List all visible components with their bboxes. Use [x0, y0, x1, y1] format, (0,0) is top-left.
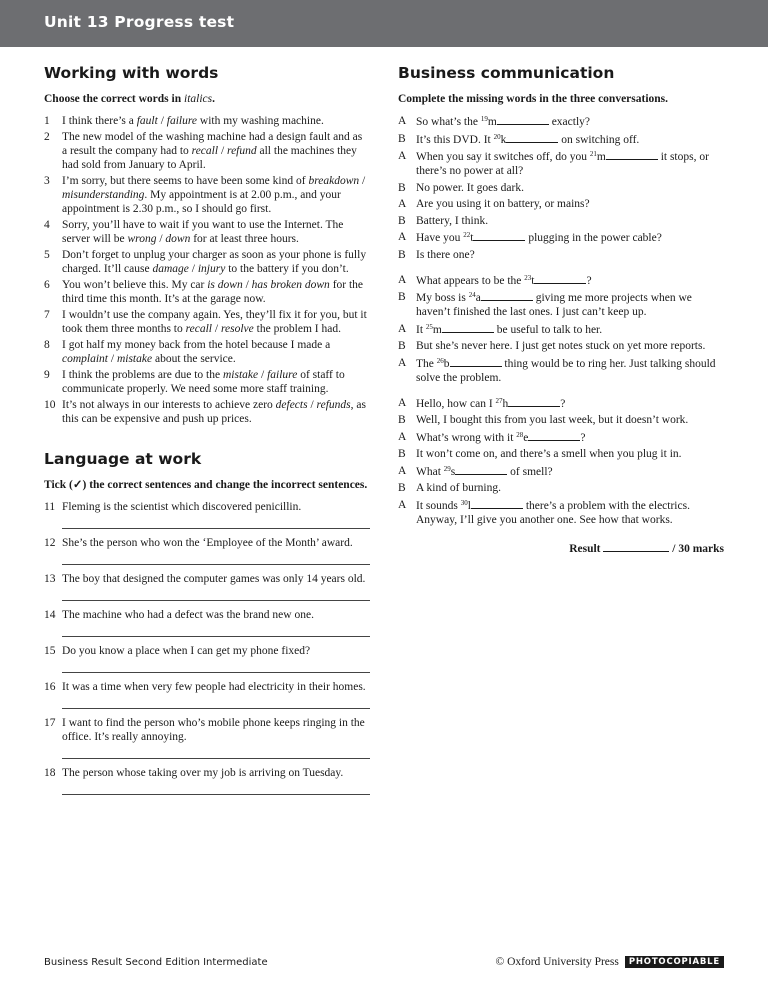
word-option[interactable]: misunderstanding — [62, 189, 145, 201]
speaker-label: A — [398, 150, 407, 162]
gap-number: 21 — [589, 150, 597, 158]
word-option[interactable]: mistake — [116, 353, 153, 365]
answer-line[interactable] — [62, 758, 370, 759]
question-fragment: for the third time this month. It’s at the garage now. — [62, 279, 364, 305]
question-fragment: . My appointment is at 2.00 p.m., and your appointment is 2.30 p.m., so I should go first. — [62, 189, 341, 215]
question-text — [62, 368, 370, 396]
dialogue-fragment: plugging in the power cable? — [525, 232, 662, 244]
question-item — [44, 248, 370, 276]
question-item — [44, 130, 370, 172]
dialogue-line — [398, 356, 724, 385]
answer-line[interactable] — [62, 528, 370, 529]
question-fragment: Sorry, you’ll have to wait if you want to use the Internet. The server will be — [62, 219, 344, 245]
gap-number: 27 — [495, 396, 503, 405]
question-text — [62, 248, 370, 276]
dialogue-line — [398, 149, 724, 178]
question-fragment: / — [108, 353, 117, 365]
sentence-item — [44, 766, 370, 780]
dialogue-line — [398, 132, 724, 147]
gap-number: 30 — [460, 498, 468, 507]
speaker-label: A — [398, 498, 407, 511]
question-number: 3 — [44, 175, 50, 187]
dialogue-text — [416, 447, 724, 461]
gap-blank[interactable] — [442, 322, 494, 333]
result-line — [398, 541, 724, 555]
question-fragment: I wouldn’t use the company again. Yes, they’ll fix it for you, but it took them three months to — [62, 309, 367, 335]
question-item — [44, 368, 370, 396]
word-option[interactable]: refunds — [316, 399, 351, 411]
question-item — [44, 114, 370, 128]
speaker-label: B — [398, 340, 406, 352]
speaker-label: A — [398, 231, 407, 243]
question-fragment: / — [212, 323, 221, 335]
result-blank[interactable] — [603, 541, 669, 552]
dialogue-line — [398, 481, 724, 495]
answer-line[interactable] — [62, 794, 370, 795]
gap-number: 19 — [480, 115, 488, 123]
speaker-label: B — [398, 248, 406, 261]
question-item — [44, 218, 370, 246]
dialogue-fragment: Hello, how can I — [416, 397, 496, 410]
dialogue-line — [398, 339, 724, 353]
question-number: 2 — [44, 131, 50, 143]
question-number: 12 — [44, 537, 56, 549]
word-option[interactable]: complaint — [62, 353, 108, 365]
sentence-item — [44, 572, 370, 586]
gap-first-letter: e — [523, 431, 529, 444]
speaker-label: B — [398, 214, 406, 227]
dialogue-text — [416, 290, 724, 319]
speaker-label: B — [398, 291, 406, 303]
question-fragment: / — [307, 399, 317, 411]
word-option[interactable]: has broken down — [251, 279, 330, 291]
speaker-label: A — [398, 115, 407, 127]
dialogue-text — [416, 114, 724, 129]
dialogue-line — [398, 396, 724, 411]
speaker-label: A — [398, 273, 407, 286]
question-fragment: all the machines they had sold from January to April. — [62, 145, 357, 171]
word-option[interactable]: failure — [267, 369, 298, 381]
question-fragment: / — [242, 279, 252, 291]
question-fragment: I think there’s a — [62, 115, 137, 127]
question-fragment: , as this can be expensive and push up prices. — [62, 399, 366, 425]
question-number: 8 — [44, 339, 50, 351]
sentence-text: The machine who had a defect was the brand new one. — [62, 609, 314, 621]
dialogue-fragment: When you say it switches off, do you — [416, 151, 590, 163]
sentence-text: Fleming is the scientist which discovered penicillin. — [62, 501, 302, 513]
question-number: 18 — [44, 767, 56, 779]
dialogue-line — [398, 498, 724, 527]
dialogue-text — [416, 132, 724, 147]
dialogue-line — [398, 430, 724, 445]
gap-first-letter: m — [596, 151, 606, 163]
gap-blank[interactable] — [534, 273, 586, 284]
working-instruction — [44, 92, 370, 107]
sentence-text: The person whose taking over my job is arriving on Tuesday. — [62, 767, 344, 779]
word-option[interactable]: breakdown — [308, 175, 360, 187]
question-fragment: It’s not always in our interests to achieve zero — [62, 399, 276, 411]
question-text — [62, 174, 370, 216]
sentence-text: It was a time when very few people had electricity in their homes. — [62, 681, 366, 693]
word-option[interactable]: recall — [185, 323, 213, 335]
gap-blank[interactable] — [455, 464, 507, 475]
dialogue-fragment: What’s wrong with it — [416, 431, 517, 444]
dialogue-fragment: It won’t come on, and there’s a smell when you plug it in. — [416, 448, 682, 460]
speaker-label: A — [398, 356, 407, 369]
dialogue-line — [398, 114, 724, 129]
dialogue-text — [416, 430, 724, 445]
dialogue-text — [416, 396, 724, 411]
answer-line[interactable] — [62, 636, 370, 637]
dialogue-fragment: What appears to be the — [416, 274, 525, 287]
dialogue-line — [398, 273, 724, 288]
result-label: Result — [569, 542, 601, 555]
dialogue-text — [416, 339, 724, 353]
dialogue-text — [416, 214, 724, 228]
question-number: 11 — [44, 501, 56, 513]
question-number: 1 — [44, 115, 50, 127]
question-number: 10 — [44, 399, 56, 411]
dialogue-text — [416, 273, 724, 288]
gap-first-letter: m — [432, 323, 442, 336]
dialogue-line — [398, 197, 724, 211]
dialogue-text — [416, 413, 724, 427]
question-fragment: about the service. — [152, 353, 236, 365]
word-option[interactable]: resolve — [220, 323, 254, 335]
sentence-item — [44, 608, 370, 622]
speaker-label: B — [398, 448, 406, 460]
question-item — [44, 308, 370, 336]
instruction-text: Choose the correct words in — [44, 93, 184, 105]
dialogue-text — [416, 149, 724, 178]
dialogue-fragment: It sounds — [416, 499, 461, 512]
word-option[interactable]: wrong — [127, 233, 157, 245]
gap-number: 26 — [436, 356, 444, 365]
dialogue-text — [416, 356, 724, 385]
speaker-label: A — [398, 464, 407, 477]
question-fragment: the problem I had. — [253, 323, 341, 335]
dialogue-fragment: No power. It goes dark. — [416, 181, 524, 194]
conversation — [398, 114, 724, 262]
sentence-text: Do you know a place when I can get my phone fixed? — [62, 645, 311, 657]
gap-blank[interactable] — [471, 498, 523, 509]
dialogue-text — [416, 197, 724, 211]
conversations — [398, 114, 724, 527]
dialogue-fragment: What — [416, 465, 444, 478]
dialogue-line — [398, 214, 724, 228]
dialogue-fragment: on switching off. — [558, 133, 640, 146]
dialogue-fragment: But she’s never here. I just get notes stuck on yet more reports. — [416, 340, 706, 352]
dialogue-text — [416, 230, 724, 245]
question-fragment: / — [359, 175, 366, 187]
gap-first-letter: a — [475, 292, 481, 304]
dialogue-fragment: ? — [580, 431, 586, 444]
gap-number: 23 — [524, 273, 532, 282]
gap-number: 28 — [516, 430, 524, 439]
dialogue-fragment: be useful to talk to her. — [493, 323, 603, 336]
gap-first-letter: l — [467, 499, 471, 512]
question-number: 13 — [44, 573, 56, 585]
question-fragment: I got half my money back from the hotel because I made a — [62, 339, 331, 351]
word-option[interactable]: damage — [152, 263, 189, 275]
question-text — [62, 114, 370, 128]
dialogue-fragment: ? — [586, 274, 592, 287]
dialogue-line — [398, 248, 724, 262]
dialogue-line — [398, 447, 724, 461]
question-fragment: I’m sorry, but there seems to have been some kind of — [62, 175, 309, 187]
dialogue-fragment: The — [416, 357, 437, 370]
page-title: Unit 13 Progress test — [44, 13, 235, 31]
gap-blank[interactable] — [473, 230, 525, 241]
word-option[interactable]: fault — [136, 115, 158, 127]
dialogue-fragment: giving me more projects when we haven’t finished the last ones. I just can’t keep up. — [416, 292, 692, 318]
question-item — [44, 278, 370, 306]
gap-first-letter: s — [450, 465, 456, 478]
instruction-emphasis: italics — [184, 93, 213, 105]
word-option[interactable]: defects — [275, 399, 308, 411]
dialogue-fragment: It’s this DVD. It — [416, 133, 494, 146]
dialogue-fragment: It — [416, 323, 426, 336]
dialogue-text — [416, 464, 724, 479]
header-banner — [0, 0, 768, 47]
dialogue-fragment: So what’s the — [416, 116, 481, 128]
dialogue-text — [416, 498, 724, 527]
dialogue-fragment: exactly? — [548, 116, 590, 128]
sentence-item — [44, 644, 370, 658]
speaker-label: A — [398, 396, 407, 409]
question-text — [62, 398, 370, 426]
question-number: 15 — [44, 645, 56, 657]
question-item — [44, 174, 370, 216]
question-number: 16 — [44, 681, 56, 693]
question-fragment: / — [188, 263, 198, 275]
question-text — [62, 338, 370, 366]
section-heading-working-with-words: Working with words — [44, 64, 219, 82]
gap-number: 22 — [463, 231, 471, 239]
gap-blank[interactable] — [450, 356, 502, 367]
language-instruction: Tick (✓) the correct sentences and change the incorrect sentences. — [44, 479, 368, 491]
word-option[interactable]: failure — [166, 115, 198, 127]
section-heading-business-communication: Business communication — [398, 64, 615, 82]
sentence-item — [44, 716, 370, 744]
question-text — [62, 218, 370, 246]
word-option[interactable]: mistake — [222, 369, 259, 381]
dialogue-line — [398, 290, 724, 319]
answer-line[interactable] — [62, 708, 370, 709]
conversation — [398, 273, 724, 385]
dialogue-line — [398, 230, 724, 245]
question-number: 4 — [44, 219, 50, 231]
question-number: 14 — [44, 609, 56, 621]
dialogue-text — [416, 481, 724, 495]
word-option[interactable]: is down — [207, 279, 243, 291]
dialogue-fragment: of smell? — [507, 465, 553, 478]
conversation — [398, 396, 724, 527]
left-column — [44, 62, 370, 802]
dialogue-fragment: Is there one? — [416, 248, 475, 261]
gap-first-letter: t — [470, 232, 474, 244]
dialogue-fragment: thing would be to ring her. Just talking should solve the problem. — [416, 357, 716, 384]
gap-first-letter: t — [531, 274, 535, 287]
question-fragment: to the battery if you don’t. — [225, 263, 349, 275]
answer-line[interactable] — [62, 672, 370, 673]
language-at-work-list — [44, 500, 370, 795]
gap-first-letter: b — [443, 357, 450, 370]
instruction-suffix: . — [212, 93, 215, 105]
dialogue-line — [398, 413, 724, 427]
gap-blank[interactable] — [508, 396, 560, 407]
question-number: 17 — [44, 717, 56, 729]
word-option[interactable]: refund — [227, 145, 257, 157]
dialogue-fragment: Well, I bought this from you last week, but it doesn’t work. — [416, 414, 689, 426]
gap-first-letter: h — [502, 397, 509, 410]
sentence-text: The boy that designed the computer games was only 14 years old. — [62, 573, 366, 585]
speaker-label: B — [398, 132, 406, 145]
working-with-words-list — [44, 114, 370, 426]
gap-number: 20 — [493, 132, 501, 141]
gap-number: 24 — [468, 291, 476, 299]
dialogue-fragment: Have you — [416, 232, 464, 244]
right-column — [398, 62, 724, 555]
section-heading-language-at-work: Language at work — [44, 450, 202, 468]
gap-blank[interactable] — [506, 132, 558, 143]
business-instruction: Complete the missing words in the three conversations. — [398, 93, 669, 105]
question-text — [62, 308, 370, 336]
dialogue-text — [416, 248, 724, 262]
dialogue-fragment: My boss is — [416, 292, 469, 304]
gap-first-letter: m — [487, 116, 497, 128]
word-option[interactable]: injury — [197, 263, 226, 275]
dialogue-line — [398, 322, 724, 337]
speaker-label: A — [398, 322, 407, 335]
dialogue-line — [398, 464, 724, 479]
question-item — [44, 338, 370, 366]
question-number: 5 — [44, 249, 50, 261]
gap-number: 29 — [443, 464, 451, 473]
gap-first-letter: k — [500, 133, 507, 146]
speaker-label: A — [398, 430, 407, 443]
question-fragment: with my washing machine. — [197, 115, 324, 127]
footer-book-title: Business Result Second Edition Intermediate — [44, 957, 268, 968]
word-option[interactable]: recall — [191, 145, 219, 157]
answer-line[interactable] — [62, 564, 370, 565]
speaker-label: B — [398, 414, 406, 426]
question-fragment: for at least three hours. — [190, 233, 299, 245]
gap-blank[interactable] — [606, 149, 658, 160]
question-number: 6 — [44, 279, 50, 291]
copyright-text: © Oxford University Press — [495, 956, 619, 968]
question-fragment: of staff to communicate properly. We need some more staff training. — [62, 369, 345, 395]
question-item — [44, 398, 370, 426]
question-fragment: Don’t forget to unplug your charger as soon as your phone is fully charged. It’ll cause — [62, 249, 367, 275]
dialogue-fragment: there’s a problem with the electrics. Anyway, I’ll give you another one. See how that works. — [416, 499, 690, 526]
question-fragment: / — [156, 233, 166, 245]
question-fragment: You won’t believe this. My car — [62, 279, 208, 291]
question-text — [62, 130, 370, 172]
question-fragment: / — [157, 115, 167, 127]
question-number: 7 — [44, 309, 50, 321]
dialogue-text — [416, 322, 724, 337]
footer-copyright — [495, 956, 724, 968]
speaker-label: B — [398, 482, 406, 494]
question-fragment: The new model of the washing machine had a design fault and as a result the company had to — [62, 131, 363, 157]
dialogue-line — [398, 181, 724, 195]
sentence-item — [44, 500, 370, 514]
gap-blank[interactable] — [528, 430, 580, 441]
dialogue-fragment: Are you using it on battery, or mains? — [416, 198, 590, 210]
gap-blank[interactable] — [481, 290, 533, 301]
dialogue-fragment: Battery, I think. — [416, 214, 489, 227]
photocopiable-badge: PHOTOCOPIABLE — [625, 956, 724, 968]
dialogue-fragment: A kind of burning. — [416, 482, 501, 494]
question-text — [62, 278, 370, 306]
result-marks: / 30 marks — [672, 542, 724, 555]
question-fragment: / — [218, 145, 228, 157]
gap-number: 25 — [425, 322, 433, 331]
dialogue-text — [416, 181, 724, 195]
question-fragment: I think the problems are due to the — [62, 369, 223, 381]
question-fragment: / — [258, 369, 268, 381]
gap-blank[interactable] — [497, 114, 549, 125]
answer-line[interactable] — [62, 600, 370, 601]
sentence-text: She’s the person who won the ‘Employee of the Month’ award. — [62, 537, 353, 549]
sentence-text: I want to find the person who’s mobile phone keeps ringing in the office. It’s really annoying. — [62, 717, 365, 743]
question-number: 9 — [44, 369, 50, 381]
sentence-item — [44, 680, 370, 694]
dialogue-fragment: it stops, or there’s no power at all? — [416, 151, 709, 177]
sentence-item — [44, 536, 370, 550]
speaker-label: A — [398, 198, 407, 210]
word-option[interactable]: down — [165, 233, 191, 245]
dialogue-fragment: ? — [560, 397, 566, 410]
speaker-label: B — [398, 181, 406, 194]
